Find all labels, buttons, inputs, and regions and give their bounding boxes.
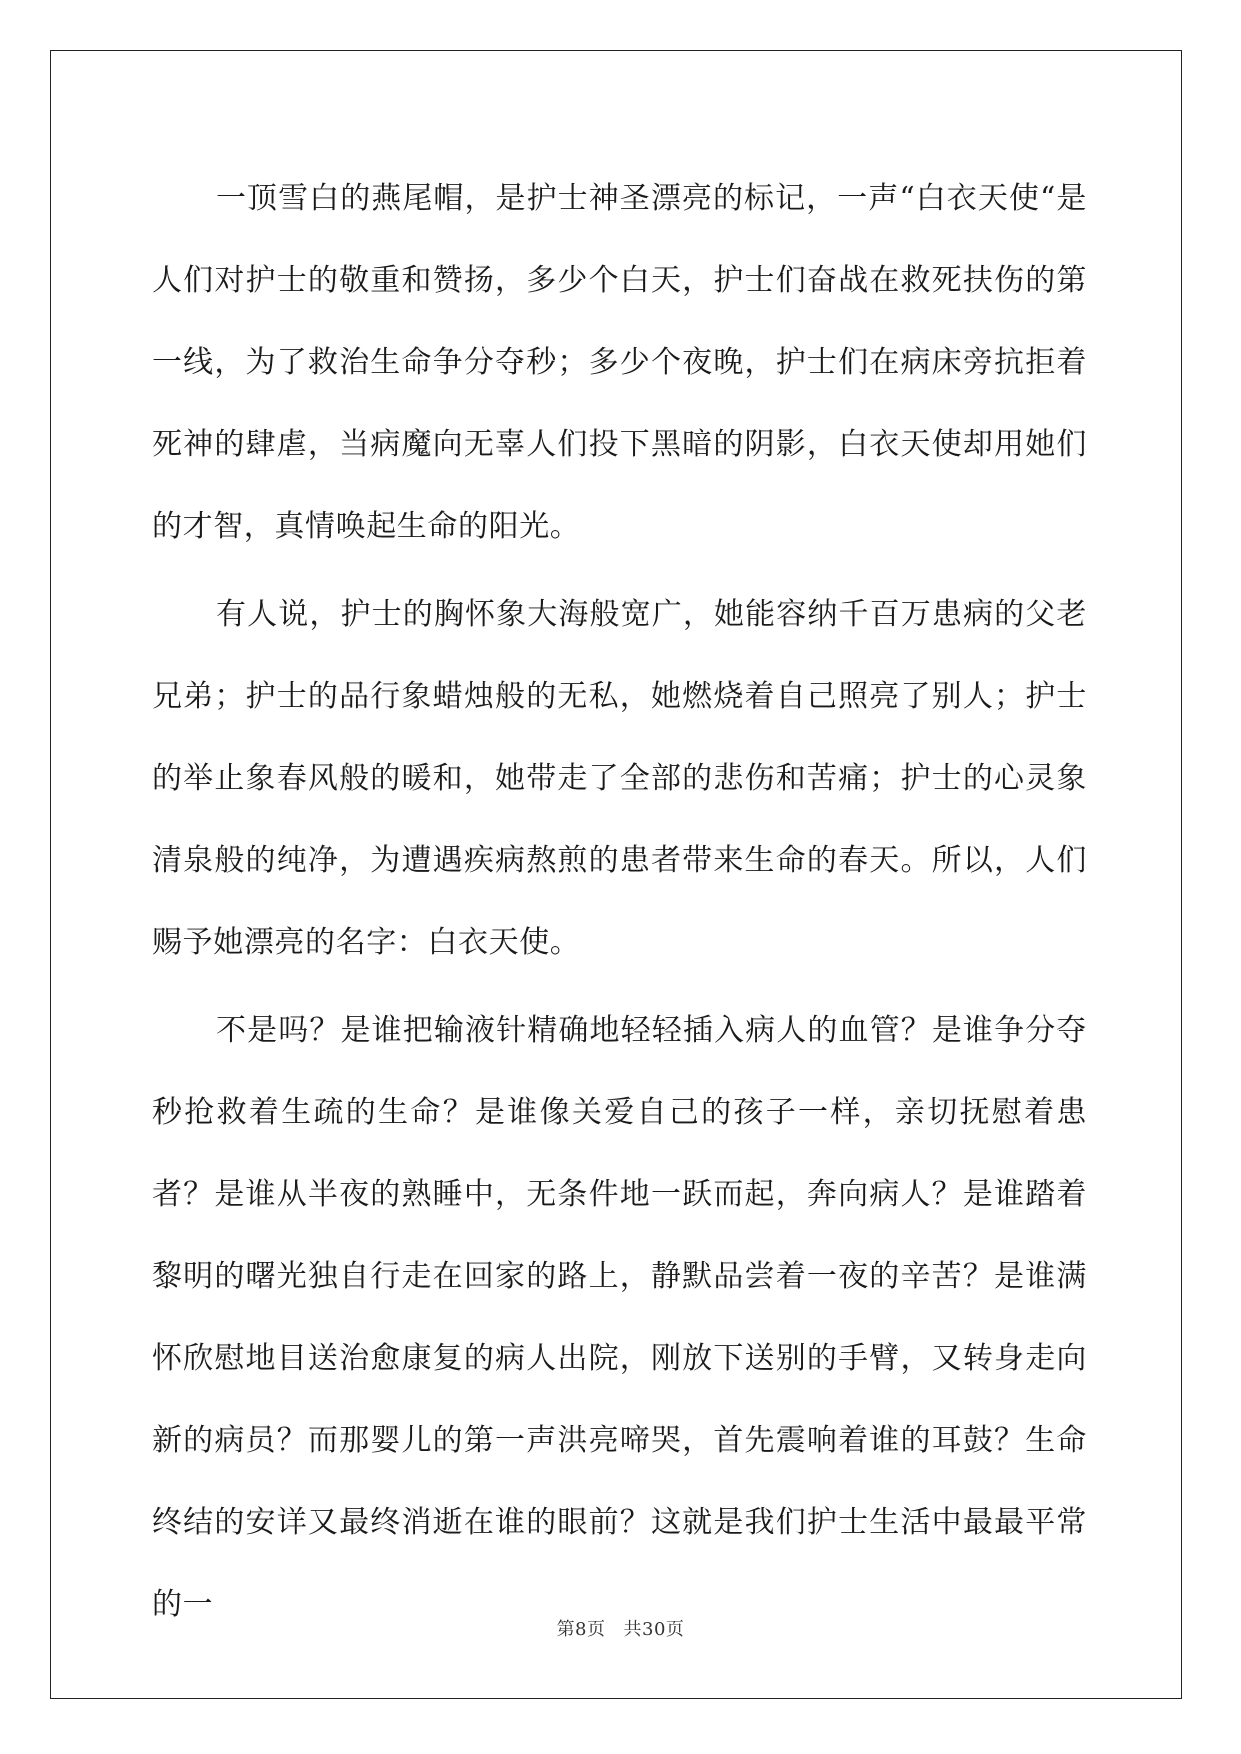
- page-total: 共30页: [623, 1619, 685, 1640]
- page-footer: [0, 1615, 1241, 1641]
- page-number: 第8页: [556, 1619, 606, 1640]
- document-body: [152, 158, 1087, 1652]
- paragraph-2: 有人说，护士的胸怀象大海般宽广，她能容纳千百万患病的父老兄弟；护士的品行象蜡烛般的无私，她燃烧着自己照亮了别人；护士的举止象春风般的暖和，她带走了全部的悲伤和苦痛；护士的心灵象清泉般的纯净，为遭遇疾病熬煎的患者带来生命的春天。所以，人们赐予她漂亮的名字：白衣天使。: [152, 597, 1087, 960]
- paragraph-1: 一顶雪白的燕尾帽，是护士神圣漂亮的标记，一声“白衣天使“是人们对护士的敬重和赞扬，多少个白天，护士们奋战在救死扶伤的第一线，为了救治生命争分夺秒；多少个夜晚，护士们在病床旁抗拒着死神的肆虐，当病魔向无辜人们投下黑暗的阴影，白衣天使却用她们的才智，真情唤起生命的阳光。: [152, 181, 1087, 544]
- paragraph-3: 不是吗？是谁把输液针精确地轻轻插入病人的血管？是谁争分夺秒抢救着生疏的生命？是谁像关爱自己的孩子一样，亲切抚慰着患者？是谁从半夜的熟睡中，无条件地一跃而起，奔向病人？是谁踏着黎明的曙光独自行走在回家的路上，静默品尝着一夜的辛苦？是谁满怀欣慰地目送治愈康复的病人出院，刚放下送别的手臂，又转身走向新的病员？而那婴儿的第一声洪亮啼哭，首先震响着谁的耳鼓？生命终结的安详又最终消逝在谁的眼前？这就是我们护士生活中最最平常的一: [152, 1013, 1087, 1622]
